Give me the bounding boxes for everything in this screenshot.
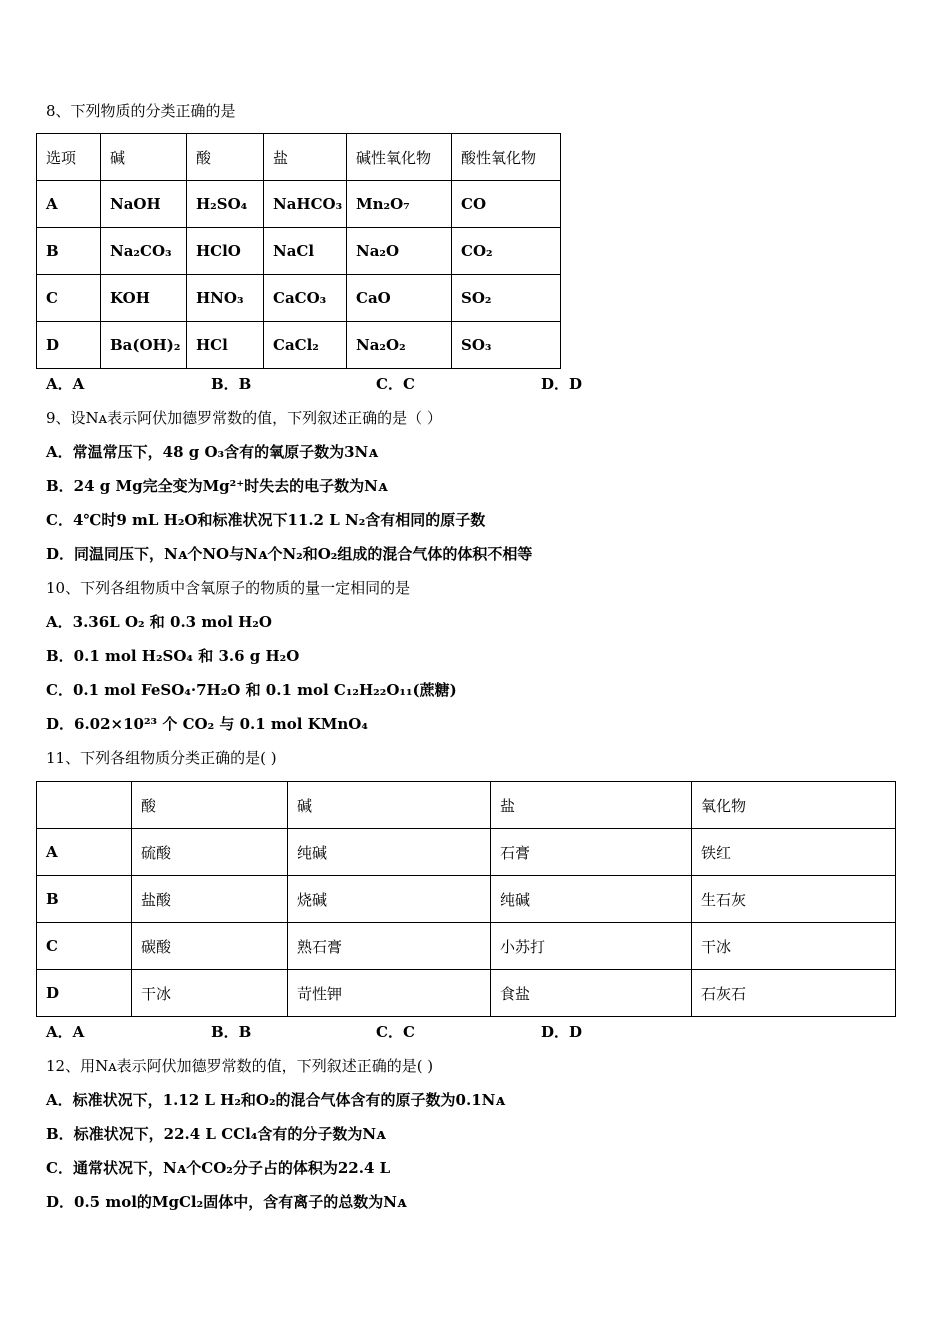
table-cell: 硫酸 <box>132 829 288 876</box>
q9-title: 9、设Nᴀ表示阿伏加德罗常数的值，下列叙述正确的是（ ） <box>46 409 442 427</box>
table-cell: 石膏 <box>491 829 692 876</box>
q11-choice-d[interactable]: D．D <box>541 1023 583 1041</box>
q11-header-cell: 氧化物 <box>692 782 896 829</box>
table-cell: 烧碱 <box>288 876 491 923</box>
table-cell: 碳酸 <box>132 923 288 970</box>
q8-header-cell: 酸性氧化物 <box>452 134 561 181</box>
q12-option-c[interactable]: C．通常状况下，Nᴀ个CO₂分子占的体积为22.4 L <box>46 1159 391 1177</box>
q11-header-cell: 碱 <box>288 782 491 829</box>
q12-option-d[interactable]: D．0.5 mol的MgCl₂固体中，含有离子的总数为Nᴀ <box>46 1193 407 1211</box>
table-cell: 铁红 <box>692 829 896 876</box>
q8-header-cell: 盐 <box>264 134 347 181</box>
table-row <box>37 970 896 1017</box>
table-cell: Na₂O₂ <box>347 322 452 369</box>
table-cell: 熟石膏 <box>288 923 491 970</box>
table-cell: 石灰石 <box>692 970 896 1017</box>
q8-choice-c[interactable]: C．C <box>376 375 415 393</box>
table-cell: 干冰 <box>692 923 896 970</box>
q12-option-a[interactable]: A．标准状况下，1.12 L H₂和O₂的混合气体含有的原子数为0.1Nᴀ <box>46 1091 505 1109</box>
table-cell: B <box>37 876 132 923</box>
table-cell: SO₃ <box>452 322 561 369</box>
table-cell: HCl <box>187 322 264 369</box>
table-cell: C <box>37 275 101 322</box>
table-cell: HNO₃ <box>187 275 264 322</box>
q11-header-cell <box>37 782 132 829</box>
table-cell: B <box>37 228 101 275</box>
q9-option-b[interactable]: B．24 g Mg完全变为Mg²⁺时失去的电子数为Nᴀ <box>46 477 388 495</box>
q8-choice-b[interactable]: B．B <box>211 375 252 393</box>
table-row <box>37 876 896 923</box>
q11-title: 11、下列各组物质分类正确的是( ) <box>46 749 277 767</box>
table-row <box>37 322 561 369</box>
q11-header-row <box>37 782 896 829</box>
table-row <box>37 228 561 275</box>
q11-table <box>36 781 896 1017</box>
table-cell: 食盐 <box>491 970 692 1017</box>
q8-header-cell: 酸 <box>187 134 264 181</box>
table-cell: CaCO₃ <box>264 275 347 322</box>
q8-header-cell: 选项 <box>37 134 101 181</box>
table-cell: A <box>37 829 132 876</box>
q11-choices <box>46 1021 606 1043</box>
table-cell: KOH <box>101 275 187 322</box>
q11-header-cell: 盐 <box>491 782 692 829</box>
q9-option-c[interactable]: C．4℃时9 mL H₂O和标准状况下11.2 L N₂含有相同的原子数 <box>46 511 486 529</box>
q8-table <box>36 133 561 369</box>
q8-header-cell: 碱性氧化物 <box>347 134 452 181</box>
q12-title: 12、用Nᴀ表示阿伏加德罗常数的值，下列叙述正确的是( ) <box>46 1057 434 1075</box>
table-cell: Mn₂O₇ <box>347 181 452 228</box>
q9-option-a[interactable]: A．常温常压下，48 g O₃含有的氧原子数为3Nᴀ <box>46 443 378 461</box>
table-cell: 苛性钾 <box>288 970 491 1017</box>
q10-option-d[interactable]: D．6.02×10²³ 个 CO₂ 与 0.1 mol KMnO₄ <box>46 715 368 733</box>
table-cell: HClO <box>187 228 264 275</box>
q12-option-b[interactable]: B．标准状况下，22.4 L CCl₄含有的分子数为Nᴀ <box>46 1125 386 1143</box>
table-row <box>37 923 896 970</box>
q8-choice-d[interactable]: D．D <box>541 375 583 393</box>
table-cell: H₂SO₄ <box>187 181 264 228</box>
q10-option-b[interactable]: B．0.1 mol H₂SO₄ 和 3.6 g H₂O <box>46 647 300 665</box>
table-cell: 纯碱 <box>288 829 491 876</box>
q11-choice-a[interactable]: A．A <box>46 1023 85 1041</box>
table-cell: NaOH <box>101 181 187 228</box>
q10-option-a[interactable]: A．3.36L O₂ 和 0.3 mol H₂O <box>46 613 272 631</box>
q8-header-cell: 碱 <box>101 134 187 181</box>
table-cell: D <box>37 322 101 369</box>
table-cell: CaCl₂ <box>264 322 347 369</box>
table-cell: CaO <box>347 275 452 322</box>
table-cell: 生石灰 <box>692 876 896 923</box>
table-cell: D <box>37 970 132 1017</box>
q10-title: 10、下列各组物质中含氧原子的物质的量一定相同的是 <box>46 579 411 597</box>
table-cell: Na₂CO₃ <box>101 228 187 275</box>
q8-header-row <box>37 134 561 181</box>
table-cell: 盐酸 <box>132 876 288 923</box>
table-cell: 纯碱 <box>491 876 692 923</box>
q11-choice-c[interactable]: C．C <box>376 1023 415 1041</box>
table-cell: 干冰 <box>132 970 288 1017</box>
table-cell: Na₂O <box>347 228 452 275</box>
table-row <box>37 181 561 228</box>
table-cell: CO₂ <box>452 228 561 275</box>
table-row <box>37 829 896 876</box>
q8-choice-a[interactable]: A．A <box>46 375 85 393</box>
table-cell: Ba(OH)₂ <box>101 322 187 369</box>
table-cell: SO₂ <box>452 275 561 322</box>
table-cell: NaCl <box>264 228 347 275</box>
table-cell: C <box>37 923 132 970</box>
q8-title: 8、下列物质的分类正确的是 <box>46 102 236 120</box>
q11-choice-b[interactable]: B．B <box>211 1023 252 1041</box>
table-cell: A <box>37 181 101 228</box>
table-cell: NaHCO₃ <box>264 181 347 228</box>
q9-option-d[interactable]: D．同温同压下，Nᴀ个NO与Nᴀ个N₂和O₂组成的混合气体的体积不相等 <box>46 545 533 563</box>
q11-header-cell: 酸 <box>132 782 288 829</box>
table-cell: 小苏打 <box>491 923 692 970</box>
table-cell: CO <box>452 181 561 228</box>
q8-choices <box>46 373 606 395</box>
table-row <box>37 275 561 322</box>
q10-option-c[interactable]: C．0.1 mol FeSO₄·7H₂O 和 0.1 mol C₁₂H₂₂O₁₁(蔗糖) <box>46 681 457 699</box>
